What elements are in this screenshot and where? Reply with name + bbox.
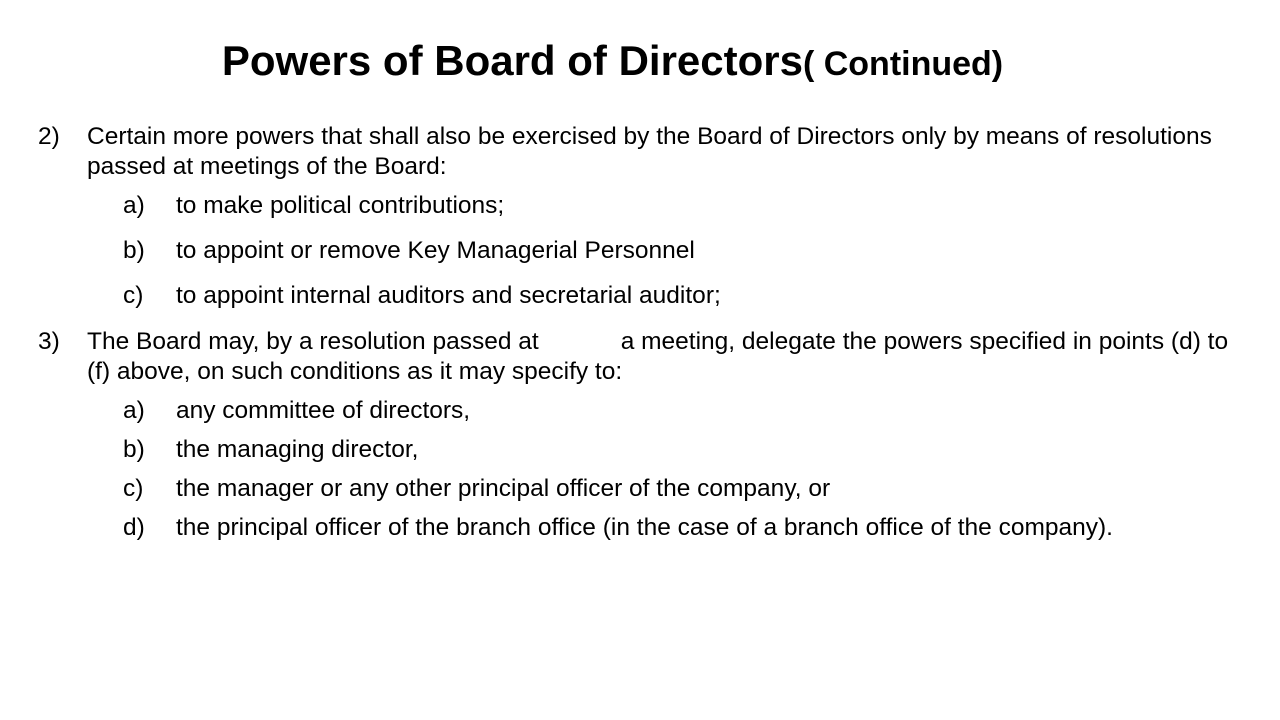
- list-item: [123, 435, 1248, 465]
- item-letter: b): [123, 436, 145, 463]
- item-text: to appoint or remove Key Managerial Personnel: [176, 237, 695, 264]
- list-item: [123, 513, 1248, 543]
- list-item: [123, 236, 1248, 266]
- point-text: Certain more powers that shall also be exercised by the Board of Directors only by means of resolutions passed at meetings of the Board:: [87, 123, 1212, 180]
- item-text: to make political contributions;: [176, 192, 505, 219]
- item-text: the principal officer of the branch office (in the case of a branch office of the company).: [176, 514, 1113, 541]
- item-text: the managing director,: [176, 436, 419, 463]
- point-text-part2: a meeting, delegate the powers specified in points (d) to (f) above, on such conditions as it may specify to:: [87, 328, 1229, 385]
- item-text: any committee of directors,: [176, 397, 471, 424]
- list-item: [123, 191, 1248, 221]
- item-text: the manager or any other principal officer of the company, or: [176, 475, 831, 502]
- point-3: [38, 327, 1248, 387]
- point-2: [38, 122, 1248, 182]
- item-letter: d): [123, 514, 145, 541]
- point-2-subitems: [38, 191, 1248, 311]
- list-item: [123, 474, 1248, 504]
- point-text-part1: The Board may, by a resolution passed at: [87, 328, 539, 355]
- item-letter: a): [123, 397, 145, 424]
- slide-title: [0, 37, 1225, 84]
- item-letter: c): [123, 282, 144, 309]
- list-item: [123, 281, 1248, 311]
- title-suffix: ( Continued): [802, 45, 1004, 83]
- item-letter: b): [123, 237, 145, 264]
- point-number: 3): [38, 328, 60, 355]
- slide-body: [38, 122, 1248, 552]
- item-text: to appoint internal auditors and secretarial auditor;: [176, 282, 721, 309]
- item-letter: a): [123, 192, 145, 219]
- point-text: [87, 327, 1248, 387]
- point-number: 2): [38, 123, 60, 150]
- item-letter: c): [123, 475, 144, 502]
- list-item: [123, 396, 1248, 426]
- title-main: Powers of Board of Directors: [221, 37, 803, 84]
- point-3-subitems: [38, 396, 1248, 543]
